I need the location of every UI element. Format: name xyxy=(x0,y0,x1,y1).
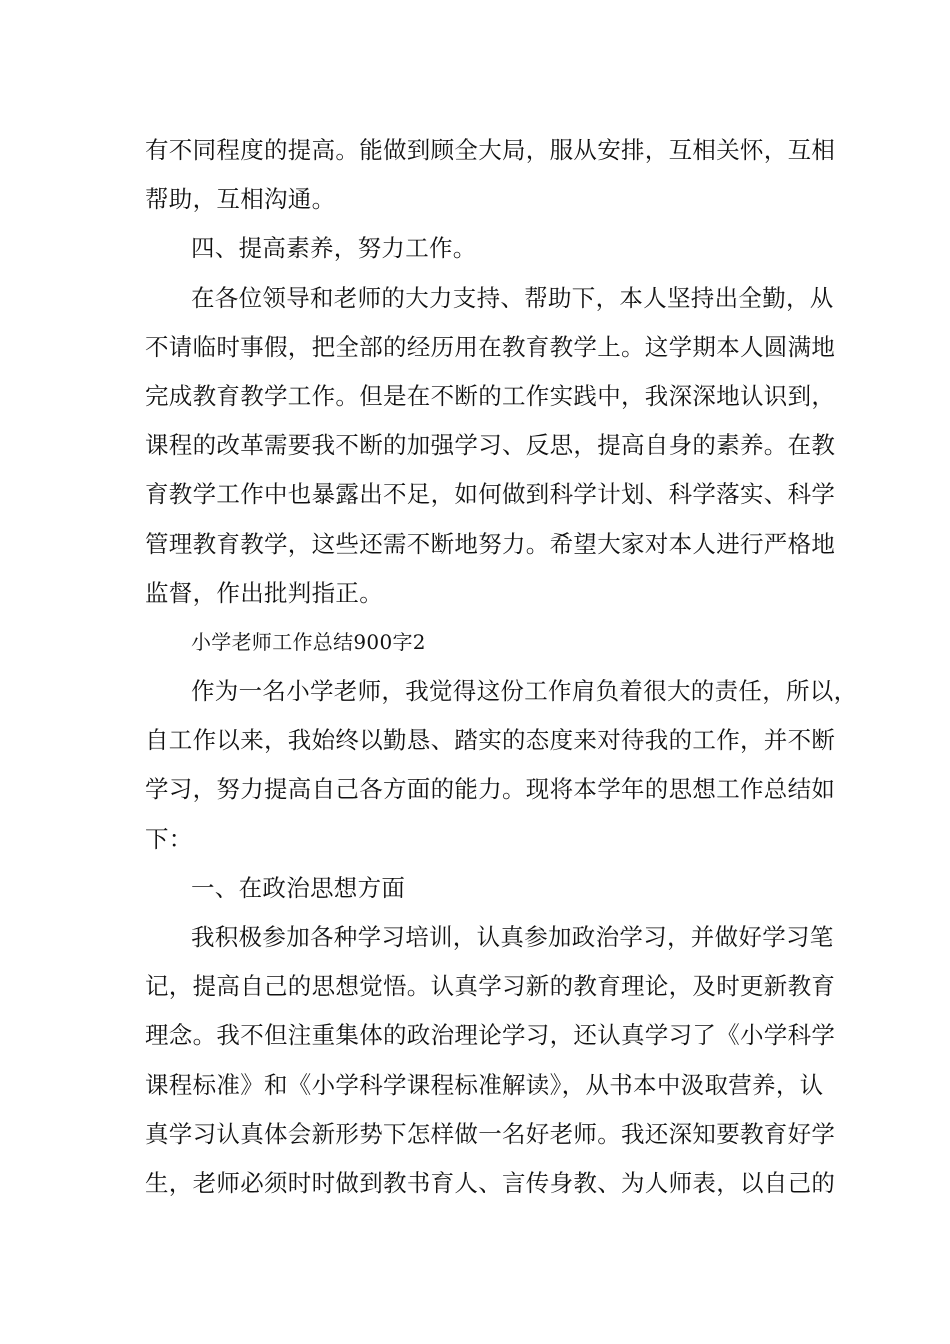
paragraph-line: 生，老师必须时时做到教书育人、言传身教、为人师表，以自己的 xyxy=(145,1168,836,1197)
paragraph-line: 我积极参加各种学习培训，认真参加政治学习，并做好学习笔 xyxy=(191,923,834,951)
paragraph-line: 帮助，互相沟通。 xyxy=(145,185,336,214)
paragraph-line: 自工作以来，我始终以勤恳、踏实的态度来对待我的工作，并不断 xyxy=(145,726,836,755)
paragraph-line: 育教学工作中也暴露出不足，如何做到科学计划、科学落实、科学 xyxy=(145,480,836,509)
section-title: 小学老师工作总结900字2 xyxy=(191,629,426,654)
paragraph-line: 理念。我不但注重集体的政治理论学习，还认真学习了《小学科学 xyxy=(145,1021,836,1050)
paragraph-line: 记，提高自己的思想觉悟。认真学习新的教育理论，及时更新教育 xyxy=(145,972,836,1001)
paragraph-line: 管理教育教学，这些还需不断地努力。希望大家对本人进行严格地 xyxy=(145,529,836,558)
paragraph-line: 作为一名小学老师，我觉得这份工作肩负着很大的责任，所以， xyxy=(191,677,858,706)
paragraph-line: 真学习认真体会新形势下怎样做一名好老师。我还深知要教育好学 xyxy=(145,1119,836,1148)
paragraph-line: 在各位领导和老师的大力支持、帮助下，本人坚持出全勤，从 xyxy=(191,283,834,312)
document-body xyxy=(145,126,858,1208)
paragraph-line: 课程的改革需要我不断的加强学习、反思，提高自身的素养。在教 xyxy=(145,431,836,460)
section-heading: 一、在政治思想方面 xyxy=(191,873,406,902)
paragraph-line: 有不同程度的提高。能做到顾全大局，服从安排，互相关怀，互相 xyxy=(145,136,836,164)
paragraph-line: 完成教育教学工作。但是在不断的工作实践中，我深深地认识到， xyxy=(145,381,836,410)
paragraph-line: 不请临时事假，把全部的经历用在教育教学上。这学期本人圆满地 xyxy=(145,332,836,361)
paragraph-line: 下： xyxy=(145,824,193,853)
paragraph-line: 课程标准》和《小学科学课程标准解读》，从书本中汲取营养，认 xyxy=(145,1070,824,1099)
paragraph-line: 监督，作出批判指正。 xyxy=(145,578,383,607)
section-heading: 四、提高素养，努力工作。 xyxy=(191,234,477,263)
paragraph-line: 学习，努力提高自己各方面的能力。现将本学年的思想工作总结如 xyxy=(145,775,836,804)
